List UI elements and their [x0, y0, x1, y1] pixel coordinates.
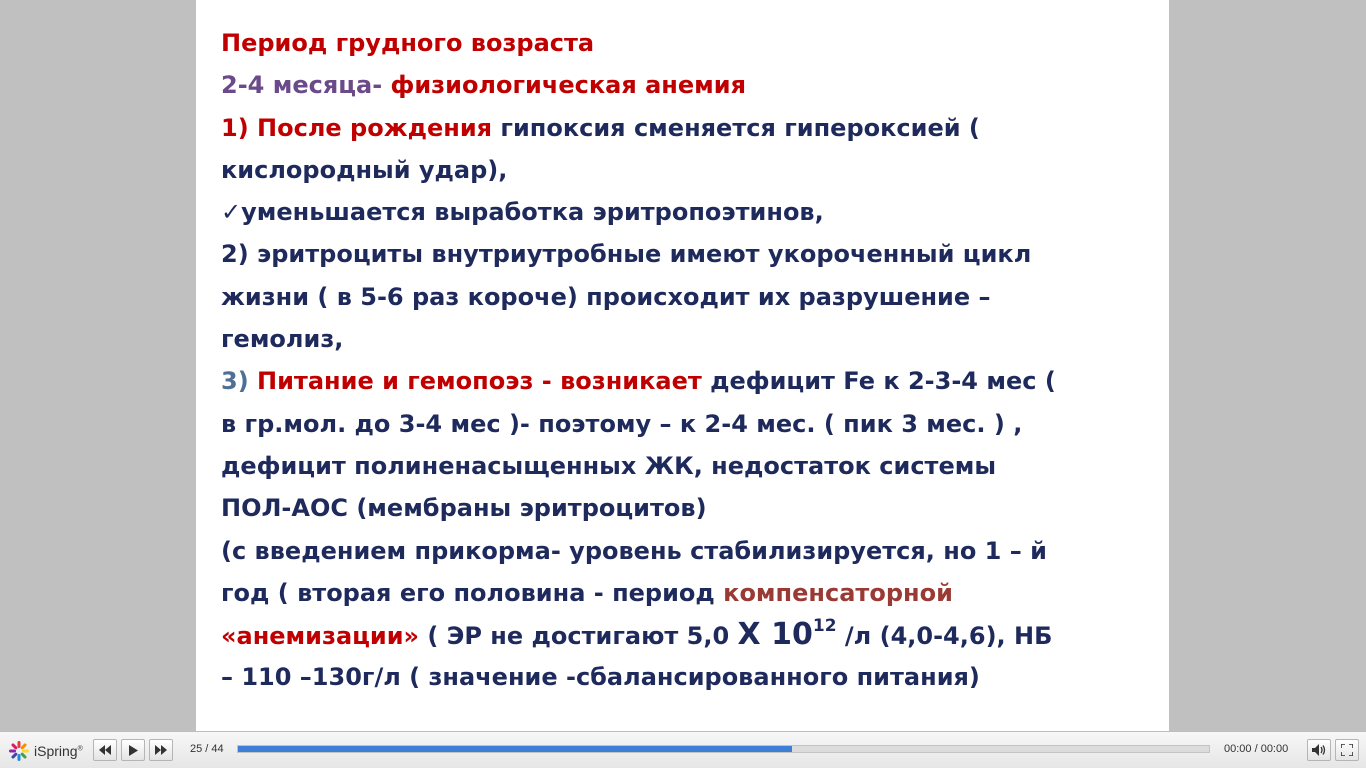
slide-text-segment: ПОЛ-АОС (мембраны эритроцитов)	[221, 494, 707, 523]
rewind-icon	[99, 745, 111, 755]
slide-text-segment: 1) После рождения	[221, 113, 501, 142]
logo-text: iSpring®	[34, 743, 83, 759]
slide-line	[221, 149, 1151, 191]
slide-text-segment: 3)	[221, 367, 258, 396]
slide-text-segment: компенсаторной	[723, 578, 953, 607]
volume-button[interactable]	[1307, 739, 1331, 761]
slide-line	[221, 233, 1151, 275]
progress-bar-fill	[238, 746, 792, 752]
slide-text-segment: Х 10	[737, 617, 813, 653]
slide-text-segment: Питание и гемопоэз - возникает	[257, 367, 711, 396]
slide-text-segment: 12	[812, 616, 837, 637]
time-display: 00:00 / 00:00	[1224, 743, 1289, 755]
slide-text-segment: физиологическая анемия	[390, 71, 746, 100]
slide-text-segment: «анемизации»	[221, 622, 420, 651]
fullscreen-icon	[1341, 744, 1353, 756]
ispring-logo	[8, 740, 83, 762]
slide-counter: 25 / 44	[190, 743, 224, 755]
slide	[196, 0, 1169, 731]
slide-text-segment: /л (4,0-4,6), НБ	[836, 622, 1053, 651]
slide-text-segment: дефицит Fe к 2-3-4 мес (	[710, 367, 1056, 396]
slide-line	[221, 487, 1151, 529]
fast-forward-icon	[155, 745, 167, 755]
slide-text-segment: 2-4 месяца-	[221, 71, 391, 100]
slide-text-segment: ( ЭР не достигают 5,0	[419, 622, 738, 651]
slide-line	[221, 656, 1151, 698]
play-icon	[129, 745, 138, 756]
fullscreen-button[interactable]	[1335, 739, 1359, 761]
slide-line	[221, 572, 1151, 614]
slide-line	[221, 530, 1151, 572]
slide-line	[221, 614, 1151, 656]
slide-line	[221, 276, 1151, 318]
slide-line	[221, 360, 1151, 402]
slide-text-segment: гипоксия сменяется гипероксией (	[500, 113, 980, 142]
speaker-icon	[1312, 744, 1326, 756]
slide-text-segment: дефицит полиненасыщенных ЖК, недостаток системы	[221, 451, 997, 480]
progress-bar[interactable]	[237, 745, 1210, 753]
slide-text-segment: гемолиз,	[221, 325, 344, 354]
slide-text-body	[221, 22, 1151, 699]
slide-line	[221, 403, 1151, 445]
previous-slide-button[interactable]	[93, 739, 117, 761]
slide-line	[221, 64, 1151, 106]
slide-line	[221, 191, 1151, 233]
slide-line	[221, 445, 1151, 487]
slide-text-segment: 2) эритроциты внутриутробные имеют укороченный цикл	[221, 240, 1032, 269]
slide-text-segment: (с введением прикорма- уровень стабилизируется, но 1 – й	[221, 536, 1047, 565]
play-button[interactable]	[121, 739, 145, 761]
slide-text-segment: кислородный удар),	[221, 155, 508, 184]
ispring-logo-icon	[8, 740, 30, 762]
slide-text-segment: год ( вторая его половина - период	[221, 578, 724, 607]
slide-line	[221, 318, 1151, 360]
slide-text-segment: ✓уменьшается выработка эритропоэтинов,	[221, 198, 824, 227]
slide-line	[221, 107, 1151, 149]
slide-text-segment: – 110 –130г/л ( значение -сбалансированного питания)	[221, 663, 980, 692]
slide-text-segment: Период грудного возраста	[221, 29, 595, 57]
slide-text-segment: в гр.мол. до 3-4 мес )- поэтому – к 2-4 мес. ( пик 3 мес. ) ,	[221, 409, 1023, 438]
slide-line	[221, 22, 1151, 64]
next-slide-button[interactable]	[149, 739, 173, 761]
slide-text-segment: жизни ( в 5-6 раз короче) происходит их разрушение –	[221, 282, 991, 311]
